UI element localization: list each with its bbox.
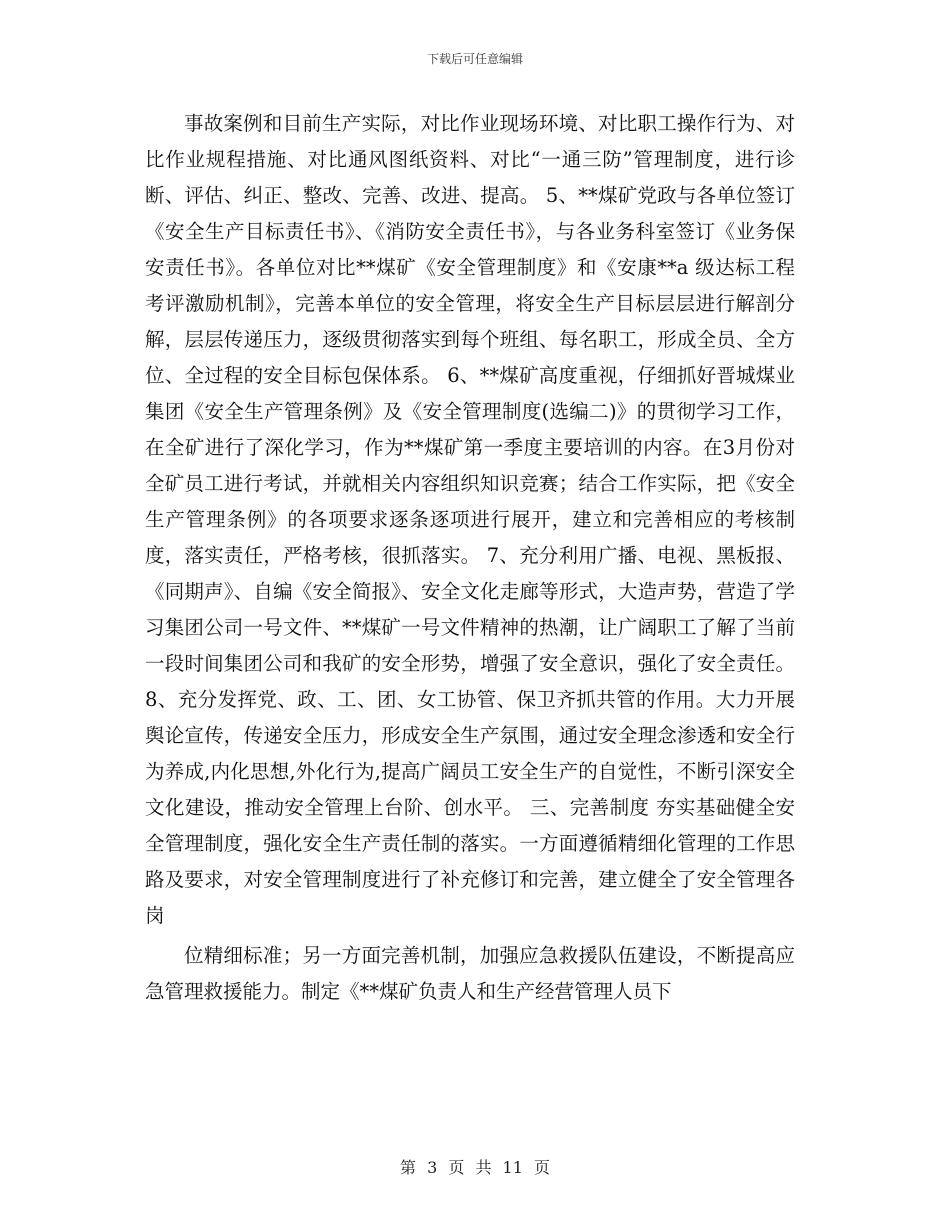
page-number-footer: 第 3 页 共 11 页 <box>400 1158 550 1177</box>
document-body <box>145 106 795 1010</box>
body-paragraph-2: 位精细标准；另一方面完善机制，加强应急救援队伍建设，不断提高应急管理救援能力。制定《**煤矿负责人和生产经营管理人员下 <box>145 944 795 1003</box>
body-paragraph-1: 事故案例和目前生产实际，对比作业现场环境、对比职工操作行为、对比作业规程措施、对比通风图纸资料、对比“一通三防”管理制度，进行诊断、评估、纠正、整改、完善、改进、提高。 5、**煤矿党政与各单位签订《安全生产目标责任书》、《消防安全责任书》，与各业务科室签订《业务保安责任书》。各单位对比**煤矿《安全管理制度》和《安康**a 级达标工程考评激励机制》，完善本单位的安全管理，将安全生产目标层层进行解剖分解，层层传递压力，逐级贯彻落实到每个班组、每名职工，形成全员、全方位、全过程的安全目标包保体系。 6、**煤矿高度重视，仔细抓好晋城煤业集团《安全生产管理条例》及《安全管理制度(选编二)》的贯彻学习工作，在全矿进行了深化学习，作为**煤矿第一季度主要培训的内容。在3月份对全矿员工进行考试，并就相关内容组织知识竞赛；结合工作实际，把《安全生产管理条例》的各项要求逐条逐项进行展开，建立和完善相应的考核制度，落实责任，严格考核，很抓落实。 7、充分利用广播、电视、黑板报、《同期声》、自编《安全简报》、安全文化走廊等形式，大造声势，营造了学习集团公司一号文件、**煤矿一号文件精神的热潮，让广阔职工了解了当前一段时间集团公司和我矿的安全形势，增强了安全意识，强化了安全责任。 8、充分发挥党、政、工、团、女工协管、保卫齐抓共管的作用。大力开展舆论宣传，传递安全压力，形成安全生产氛围，通过安全理念渗透和安全行为养成,内化思想,外化行为,提高广阔员工安全生产的自觉性，不断引深安全文化建设，推动安全管理上台阶、创水平。 三、完善制度 夯实基础健全安全管理制度，强化安全生产责任制的落实。一方面遵循精细化管理的工作思路及要求，对安全管理制度进行了补充修订和完善，建立健全了安全管理各岗 <box>145 112 795 927</box>
page-header-note: 下载后可任意编辑 <box>426 52 523 66</box>
